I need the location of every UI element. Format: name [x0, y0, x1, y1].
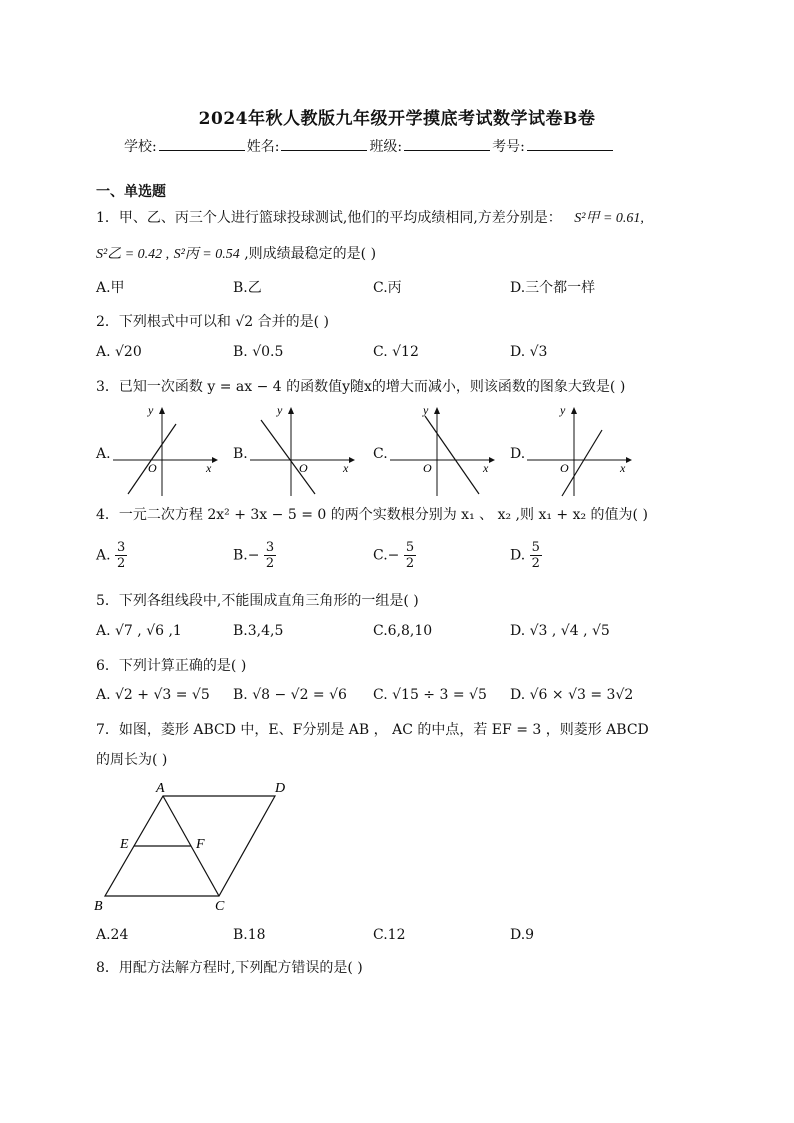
- q1-option-a[interactable]: A.甲: [96, 280, 125, 296]
- q7-stem-line1: 7．如图，菱形 ABCD 中，E、F分别是 AB ， AC 的中点，若 EF = 3 ，则菱形 ABCD: [96, 722, 649, 738]
- q7-stem-line2: 的周长为( ): [96, 752, 168, 768]
- q1-stem-line1: [96, 207, 644, 227]
- q7-option-b[interactable]: B.18: [233, 927, 266, 943]
- q1-s-yi: S²乙 = 0.42 ,: [96, 247, 170, 262]
- q7-option-a[interactable]: A.24: [96, 927, 129, 943]
- q2-option-a[interactable]: A. √20: [96, 344, 142, 360]
- q7-rhombus-figure: [92, 776, 292, 916]
- q3-b-origin: O: [299, 461, 308, 475]
- q3-a-origin: O: [148, 461, 157, 475]
- q3-option-c-label[interactable]: C.: [373, 446, 388, 462]
- q4-option-a[interactable]: [96, 540, 127, 571]
- q4-d-prefix: D.: [510, 547, 526, 564]
- q4-a-prefix: A.: [96, 547, 111, 564]
- school-blank[interactable]: [159, 136, 245, 151]
- q3-option-a-label[interactable]: A.: [96, 446, 111, 462]
- q5-option-d[interactable]: D. √3 , √4 , √5: [510, 623, 610, 639]
- q1-tail: ,则成绩最稳定的是( ): [244, 246, 377, 262]
- q5-option-c[interactable]: C.6,8,10: [373, 623, 433, 639]
- q7-option-c[interactable]: C.12: [373, 927, 406, 943]
- class-blank[interactable]: [404, 136, 490, 151]
- q3-b-y-label: y: [277, 403, 283, 417]
- number-blank[interactable]: [527, 136, 613, 151]
- q4-c-fraction: [404, 540, 416, 571]
- q4-d-fraction: [530, 540, 542, 571]
- q1-stem-line2: [96, 243, 376, 263]
- label-a: A: [156, 781, 165, 796]
- q4-a-fraction: [115, 540, 127, 571]
- name-blank[interactable]: [281, 136, 367, 151]
- q4-stem: 4．一元二次方程 2x² + 3x − 5 = 0 的两个实数根分别为 x₁ 、 x₂ ,则 x₁ + x₂ 的值为( ): [96, 507, 648, 523]
- q5-stem: 5．下列各组线段中,不能围成直角三角形的一组是( ): [96, 593, 419, 609]
- q6-stem: 6．下列计算正确的是( ): [96, 658, 247, 674]
- q3-d-x-label: x: [620, 461, 626, 475]
- q4-a-num: 3: [117, 540, 126, 555]
- page-title: 2024年秋人教版九年级开学摸底考试数学试卷B卷: [198, 109, 596, 129]
- q4-b-prefix: B.−: [233, 547, 260, 564]
- label-d: D: [275, 781, 286, 796]
- q2-option-c[interactable]: C. √12: [373, 344, 419, 360]
- q6-option-a[interactable]: A. √2 + √3 = √5: [96, 687, 210, 703]
- q3-c-y-label: y: [423, 403, 429, 417]
- q3-option-b-label[interactable]: B.: [233, 446, 248, 462]
- q4-d-den: 2: [531, 556, 540, 571]
- q3-d-origin: O: [560, 461, 569, 475]
- label-f: F: [196, 837, 205, 852]
- q3-stem: 3．已知一次函数 y = ax − 4 的函数值y随x的增大而减小，则该函数的图象大致是( ): [96, 379, 626, 395]
- q1-option-c[interactable]: C.丙: [373, 280, 402, 296]
- q1-option-d[interactable]: D.三个都一样: [510, 280, 596, 296]
- q4-option-c[interactable]: [373, 540, 416, 571]
- q4-b-num: 3: [265, 540, 275, 555]
- label-e: E: [120, 837, 129, 852]
- q3-c-origin: O: [423, 461, 432, 475]
- q2-stem: 2．下列根式中可以和 √2 合并的是( ): [96, 314, 330, 330]
- q3-graph-d[interactable]: [522, 402, 632, 498]
- q2-option-d[interactable]: D. √3: [510, 344, 548, 360]
- q4-option-d[interactable]: [510, 540, 542, 571]
- school-label: 学校:: [124, 139, 157, 155]
- q6-option-d[interactable]: D. √6 × √3 = 3√2: [510, 687, 634, 703]
- q6-option-c[interactable]: C. √15 ÷ 3 = √5: [373, 687, 487, 703]
- q3-graph-a[interactable]: [108, 402, 218, 498]
- q2-option-b[interactable]: B. √0.5: [233, 344, 284, 360]
- q5-option-a[interactable]: A. √7 , √6 ,1: [96, 623, 182, 639]
- q4-d-num: 5: [531, 540, 540, 555]
- q1-s-bing: S²丙 = 0.54: [173, 247, 240, 262]
- q4-c-prefix: C.−: [373, 547, 400, 564]
- class-label: 班级:: [369, 139, 403, 155]
- q3-a-x-label: x: [206, 461, 212, 475]
- q3-a-y-label: y: [148, 403, 154, 417]
- q3-graph-c[interactable]: [385, 402, 495, 498]
- q7-option-d[interactable]: D.9: [510, 927, 535, 943]
- label-b: B: [94, 899, 103, 914]
- student-info-row: [124, 136, 615, 156]
- q3-c-x-label: x: [483, 461, 489, 475]
- number-label: 考号:: [492, 139, 525, 155]
- q4-a-den: 2: [117, 556, 126, 571]
- q3-option-d-label[interactable]: D.: [510, 446, 526, 462]
- q1-text: 1．甲、乙、丙三个人进行篮球投球测试,他们的平均成绩相同,方差分别是：: [96, 210, 562, 226]
- q3-b-x-label: x: [343, 461, 349, 475]
- q1-s-jia: S²甲 = 0.61,: [574, 211, 644, 226]
- q4-b-fraction: [264, 540, 276, 571]
- q1-option-b[interactable]: B.乙: [233, 280, 262, 296]
- q5-option-b[interactable]: B.3,4,5: [233, 623, 284, 639]
- q4-b-den: 2: [265, 556, 275, 571]
- q4-option-b[interactable]: [233, 540, 276, 571]
- name-label: 姓名:: [246, 139, 280, 155]
- q8-stem: 8．用配方法解方程时,下列配方错误的是( ): [96, 960, 363, 976]
- q3-graph-b[interactable]: [245, 402, 355, 498]
- section-heading: 一、单选题: [96, 184, 166, 200]
- q4-c-den: 2: [405, 556, 415, 571]
- label-c: C: [215, 899, 225, 914]
- q6-option-b[interactable]: B. √8 − √2 = √6: [233, 687, 347, 703]
- q4-c-num: 5: [405, 540, 415, 555]
- q3-d-y-label: y: [560, 403, 566, 417]
